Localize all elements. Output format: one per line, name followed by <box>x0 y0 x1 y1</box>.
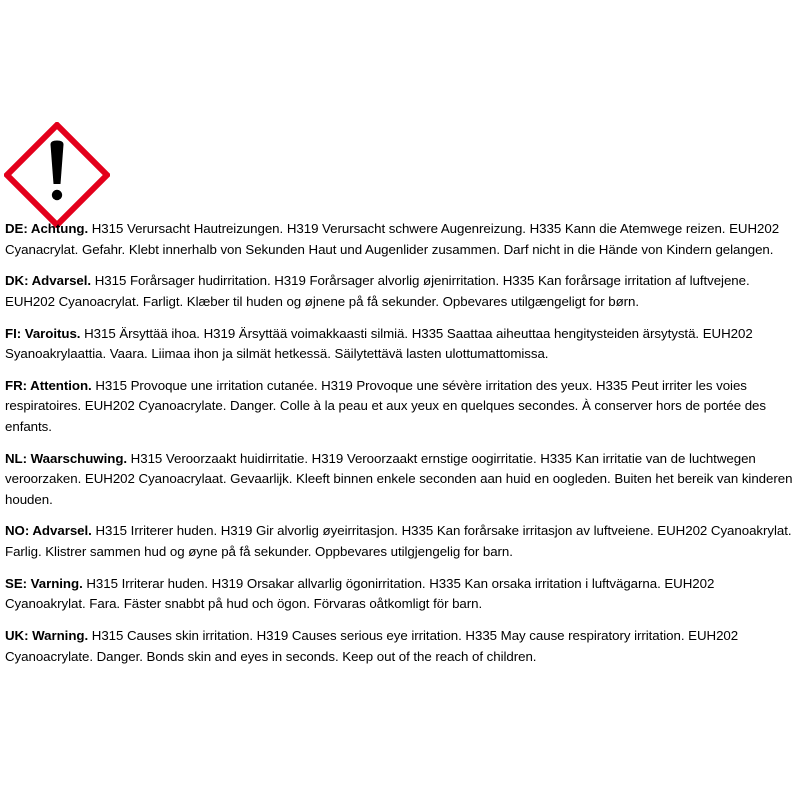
statement-text: H315 Irriterar huden. H319 Orsakar allvarlig ögonirritation. H335 Kan orsaka irritation i luftvägarna. EUH202 Cyanoakrylat. Fara. Fäster snabbt på hud och ögon. Förvaras oåtkomligt för barn. <box>5 575 715 612</box>
statement-label: SE: Varning. <box>5 575 83 591</box>
statement-text: H315 Irriterer huden. H319 Gir alvorlig øyeirritasjon. H335 Kan forårsake irritasjon av luftveiene. EUH202 Cyanoakrylat. Farlig. Klistrer sammen hud og øyne på få sekunder. Oppbevares utilgjengelig for barn. <box>5 523 792 559</box>
statement-text: H315 Provoque une irritation cutanée. H319 Provoque une sévère irritation des yeux. H335 Peut irriter les voies respiratoires. EUH202 Cyanoacrylate. Danger. Colle à la peau et aux yeux en quelques secondes. À conserver hors de portée des enfants. <box>5 377 766 434</box>
statement-uk <box>5 626 798 667</box>
statement-label: UK: Warning. <box>5 628 89 644</box>
statement-se <box>5 574 798 615</box>
statement-text: H315 Forårsager hudirritation. H319 Forårsager alvorlig øjenirritation. H335 Kan forårsage irritation af luftvejene. EUH202 Cyanoacrylat. Farligt. Klæber til huden og øjnene på få sekunder. Opbevares utilgængeligt for børn. <box>5 273 750 309</box>
statement-label: NL: Waarschuwing. <box>5 450 128 466</box>
statement-label: FI: Varoitus. <box>5 325 81 341</box>
statement-label: FR: Attention. <box>5 377 92 393</box>
statement-label: DK: Advarsel. <box>5 273 92 289</box>
exclamation-dot <box>52 190 62 200</box>
statement-fr <box>5 376 798 438</box>
statement-no <box>5 521 798 562</box>
statement-nl <box>5 449 798 511</box>
statement-label: DE: Achtung. <box>5 221 89 236</box>
statement-text: H315 Verursacht Hautreizungen. H319 Verursacht schwere Augenreizung. H335 Kann die Atemwege reizen. EUH202 Cyanacrylat. Gefahr. Klebt innerhalb von Sekunden Haut und Augenlider zusammen. Darf nicht in die Hände von Kindern gelangen. <box>5 221 780 257</box>
statement-fi <box>5 324 798 365</box>
statement-text: H315 Causes skin irritation. H319 Causes serious eye irritation. H335 May cause respiratory irritation. EUH202 Cyanoacrylate. Danger. Bonds skin and eyes in seconds. Keep out of the reach of children. <box>5 628 739 664</box>
statement-dk <box>5 271 798 312</box>
statement-de <box>5 219 798 260</box>
statement-text: H315 Veroorzaakt huidirritatie. H319 Veroorzaakt ernstige oogirritatie. H335 Kan irritatie van de luchtwegen veroorzaken. EUH202 Cyanoacrylaat. Gevaarlijk. Kleeft binnen enkele seconden aan huid en oogleden. Buiten het bereik van kinderen houden. <box>5 450 793 507</box>
hazard-statements <box>5 219 798 678</box>
statement-text: H315 Ärsyttää ihoa. H319 Ärsyttää voimakkaasti silmiä. H335 Saattaa aiheuttaa hengitysteiden ärsytystä. EUH202 Syanoakrylaattia. Vaara. Liimaa ihon ja silmät hetkessä. Säilytettävä lasten ulottumattomissa. <box>5 325 753 362</box>
ghs-exclamation-mark-icon <box>4 122 110 228</box>
statement-label: NO: Advarsel. <box>5 523 92 539</box>
